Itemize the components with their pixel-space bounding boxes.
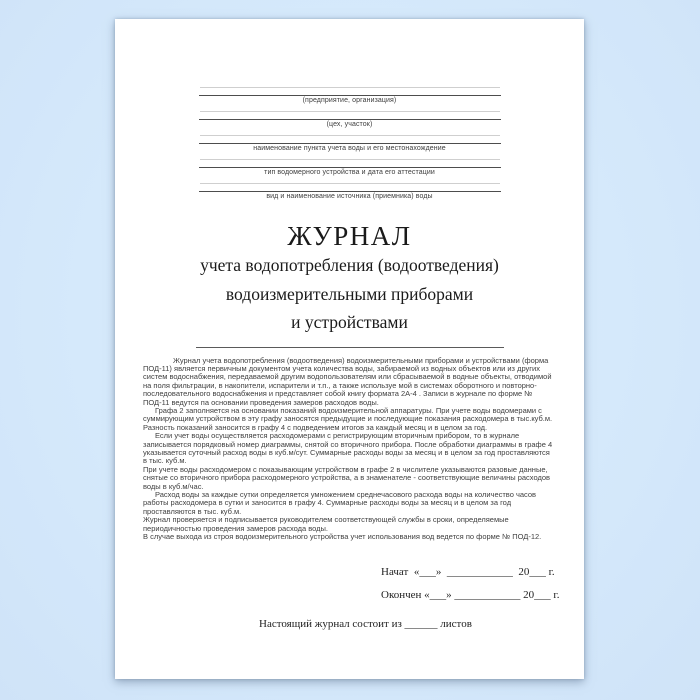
blank-line: [199, 159, 501, 168]
instruction-paragraph: Графа 2 заполняется на основании показаний водоизмерительной аппаратуры. При учете воды водомерами с суммирующим устройством в эту графу заносятся предыдущие и последующие показания расходомера в тыс.куб.м. Разность показаний заносится в графу 4 с подведением итогов за каждый месяц и в целом за год.: [143, 405, 553, 432]
blank-line: [199, 135, 501, 144]
instruction-paragraph: При учете воды расходомером с показывающим устройством в графе 2 в числителе указываются разовые данные, снятые со вторичного прибора расходомерного устройства, а в знаменателе - соответствующие величины расходов воды в куб.м/час.: [143, 464, 550, 491]
form-field-workshop: [199, 111, 501, 129]
journal-dates-block: [381, 566, 584, 602]
instructions-text: [143, 357, 554, 542]
field-caption-workshop: (цех, участок): [326, 121, 373, 128]
field-caption-metering-point: наименование пункта учета воды и его местонахождение: [253, 145, 446, 152]
journal-title-block: [115, 221, 584, 348]
instruction-paragraph: Журнал учета водопотребления (водоотведения) водоизмерительными приборами и устройствами (форма ПОД-11) является первичным документом учета количества воды, забираемой из водных объектов или из других систем водоснабжения, передаваемой другим водопользователям или сбрасываемой в водные объекты, отводимой на поля фильтрации, в накопители, испарители и т.п., а также используе мой в системах оборотного и повторно-последовательного водоснабжения и представляет собой книгу формата 2А-4 . Записи в журнале по форме № ПОД-11 ведутся па основании проведения замеров расходов воды.: [143, 355, 552, 407]
title-divider-line: [196, 347, 504, 348]
instruction-paragraph: В случае выхода из строя водоизмерительного устройства учет использования вод ведется по форме № ПОД-12.: [143, 532, 542, 542]
date-finished-row: Окончен «___» ____________ 20___ г.: [381, 589, 560, 602]
field-caption-device-type: тип водомерного устройства и дата его аттестации: [264, 169, 435, 176]
instruction-paragraph: Если учет воды осуществляется расходомерами с регистрирующим вторичным прибором, то в журнале записывается порядковый номер диаграммы, снятой со вторичного прибора. После обработки диаграммы в графе 4 указывается суточный расход воды в куб.м/сут. Суммарные расходы воды за месяц и в целом за год проставляются в тыс. куб.м.: [143, 431, 553, 466]
blank-line: [199, 183, 501, 192]
instruction-paragraph: Расход воды за каждые сутки определяется умножением среднечасового расхода воды на количество часов работы расходомера в сутки и заносится в графу 4. Суммарные расходы воды за месяц и в целом за год проставляются в тыс. куб.м.: [143, 490, 537, 516]
blank-line: [199, 87, 501, 96]
field-caption-water-source: вид и наименование источника (приемника) воды: [266, 193, 433, 200]
form-field-device-type: [199, 159, 501, 177]
date-started-row: Начат «___» ____________ 20___ г.: [381, 566, 555, 579]
form-field-organization: [199, 87, 501, 105]
sheets-count-note: Настоящий журнал состоит из ______ листов: [259, 618, 472, 631]
journal-subtitle-3: и устройствами: [291, 312, 408, 332]
journal-title: ЖУРНАЛ: [287, 221, 412, 251]
instruction-paragraph: Журнал проверяется и подписывается руководителем соответствующей службы в сроки, определяемые периодичностью проведения замеров расхода воды.: [143, 515, 509, 533]
journal-subtitle-1: учета водопотребления (водоотведения): [200, 255, 499, 275]
journal-subtitle-2: водоизмерительными приборами: [225, 283, 474, 304]
blank-line: [199, 111, 501, 120]
field-caption-organization: (предприятие, организация): [302, 97, 397, 104]
form-field-metering-point: [199, 135, 501, 153]
document-page: [115, 19, 584, 679]
form-field-water-source: [199, 183, 501, 201]
form-header-fields: [199, 87, 501, 201]
